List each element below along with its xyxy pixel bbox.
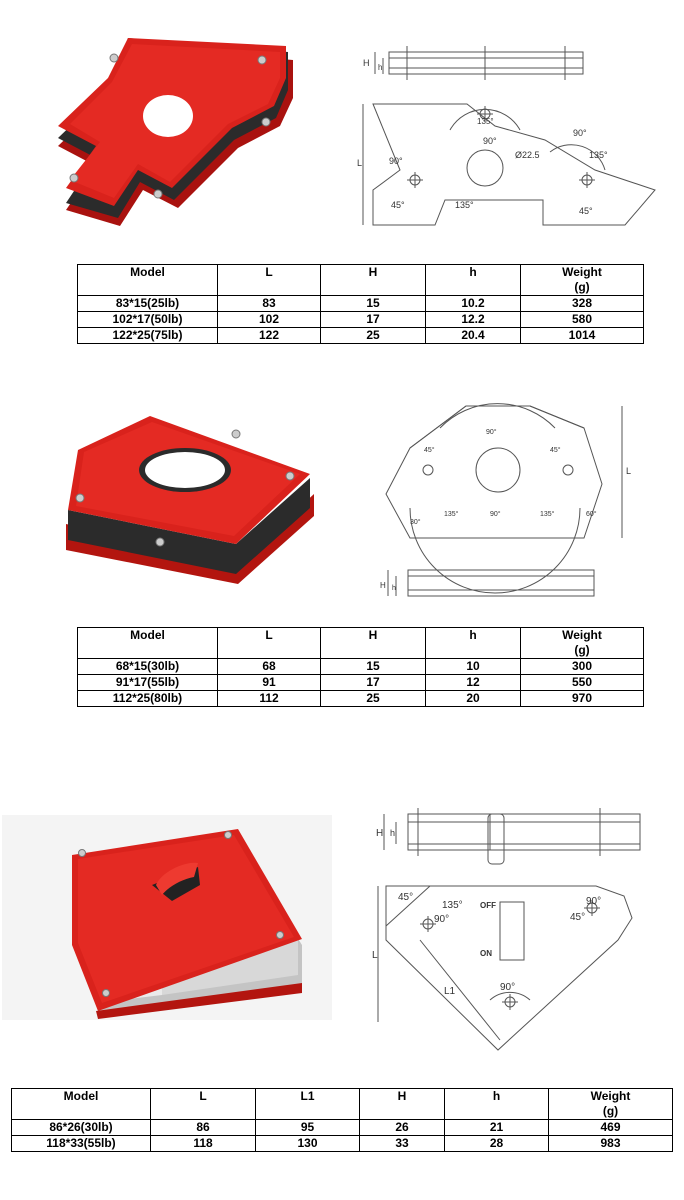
svg-text:90°: 90° (483, 136, 497, 146)
svg-text:45°: 45° (391, 200, 405, 210)
table-row: 68*15(30lb) 68 15 10 300 (78, 659, 644, 675)
table-row: 118*33(55lb) 118 130 33 28 983 (12, 1136, 673, 1152)
svg-text:135°: 135° (444, 511, 459, 518)
svg-text:H: H (363, 58, 370, 68)
svg-text:135°: 135° (477, 117, 494, 126)
svg-text:90°: 90° (434, 914, 450, 925)
header-model: Model (78, 265, 218, 296)
svg-text:135°: 135° (540, 511, 555, 518)
header-weight: Weight (g) (549, 1089, 673, 1120)
table-header-row (78, 265, 644, 296)
svg-text:135°: 135° (442, 900, 463, 911)
table-row: 122*25(75lb) 122 25 20.4 1014 (78, 328, 644, 344)
svg-text:Ø22.5: Ø22.5 (515, 150, 540, 160)
header-model: Model (78, 628, 218, 659)
header-model: Model (12, 1089, 151, 1120)
svg-text:90°: 90° (500, 982, 516, 993)
spec-table-1 (77, 264, 644, 344)
header-h-lower: h (426, 265, 521, 296)
header-weight: Weight (g) (521, 265, 644, 296)
svg-text:135°: 135° (455, 200, 474, 210)
spec-table-2 (77, 627, 644, 707)
svg-text:90°: 90° (586, 896, 602, 907)
technical-drawing-3 (370, 800, 680, 1060)
header-h-lower: h (445, 1089, 549, 1120)
technical-drawing-1 (355, 40, 675, 240)
svg-text:45°: 45° (570, 912, 586, 923)
svg-text:H: H (380, 581, 386, 590)
table-row: 112*25(80lb) 112 25 20 970 (78, 691, 644, 707)
svg-text:L: L (626, 466, 632, 476)
header-h-upper: H (360, 1089, 445, 1120)
svg-text:90°: 90° (573, 128, 587, 138)
header-h-lower: h (426, 628, 521, 659)
svg-text:OFF: OFF (480, 901, 496, 910)
technical-drawing-2 (380, 398, 680, 608)
svg-text:90°: 90° (389, 156, 403, 166)
svg-text:60°: 60° (586, 511, 597, 518)
svg-text:h: h (390, 828, 396, 838)
header-h-upper: H (321, 265, 426, 296)
svg-text:45°: 45° (398, 892, 414, 903)
table-row: 86*26(30lb) 86 95 26 21 469 (12, 1120, 673, 1136)
svg-text:H: H (376, 828, 384, 839)
table-row: 91*17(55lb) 91 17 12 550 (78, 675, 644, 691)
header-l1: L1 (256, 1089, 360, 1120)
svg-text:ON: ON (480, 949, 492, 958)
svg-text:90°: 90° (490, 511, 501, 518)
table-row: 102*17(50lb) 102 17 12.2 580 (78, 312, 644, 328)
header-l: L (151, 1089, 256, 1120)
svg-text:45°: 45° (550, 447, 561, 454)
svg-text:h: h (392, 585, 396, 592)
table-header-row (78, 628, 644, 659)
spec-table-3 (11, 1088, 673, 1152)
table-row: 83*15(25lb) 83 15 10.2 328 (78, 296, 644, 312)
header-l: L (218, 265, 321, 296)
arrow-magnet-photo-1 (48, 38, 298, 233)
switch-magnet-photo-3 (2, 815, 332, 1020)
svg-text:30°: 30° (410, 519, 421, 526)
svg-text:h: h (378, 63, 383, 72)
svg-text:L1: L1 (444, 986, 456, 997)
svg-text:L: L (372, 950, 378, 961)
header-weight: Weight (g) (521, 628, 644, 659)
svg-text:135°: 135° (589, 150, 608, 160)
header-h-upper: H (321, 628, 426, 659)
header-l: L (218, 628, 321, 659)
svg-text:90°: 90° (486, 429, 497, 436)
svg-text:L: L (357, 158, 363, 168)
hexagon-magnet-photo-2 (60, 412, 320, 587)
table-header-row (12, 1089, 673, 1120)
svg-text:45°: 45° (579, 206, 593, 216)
svg-text:45°: 45° (424, 447, 435, 454)
